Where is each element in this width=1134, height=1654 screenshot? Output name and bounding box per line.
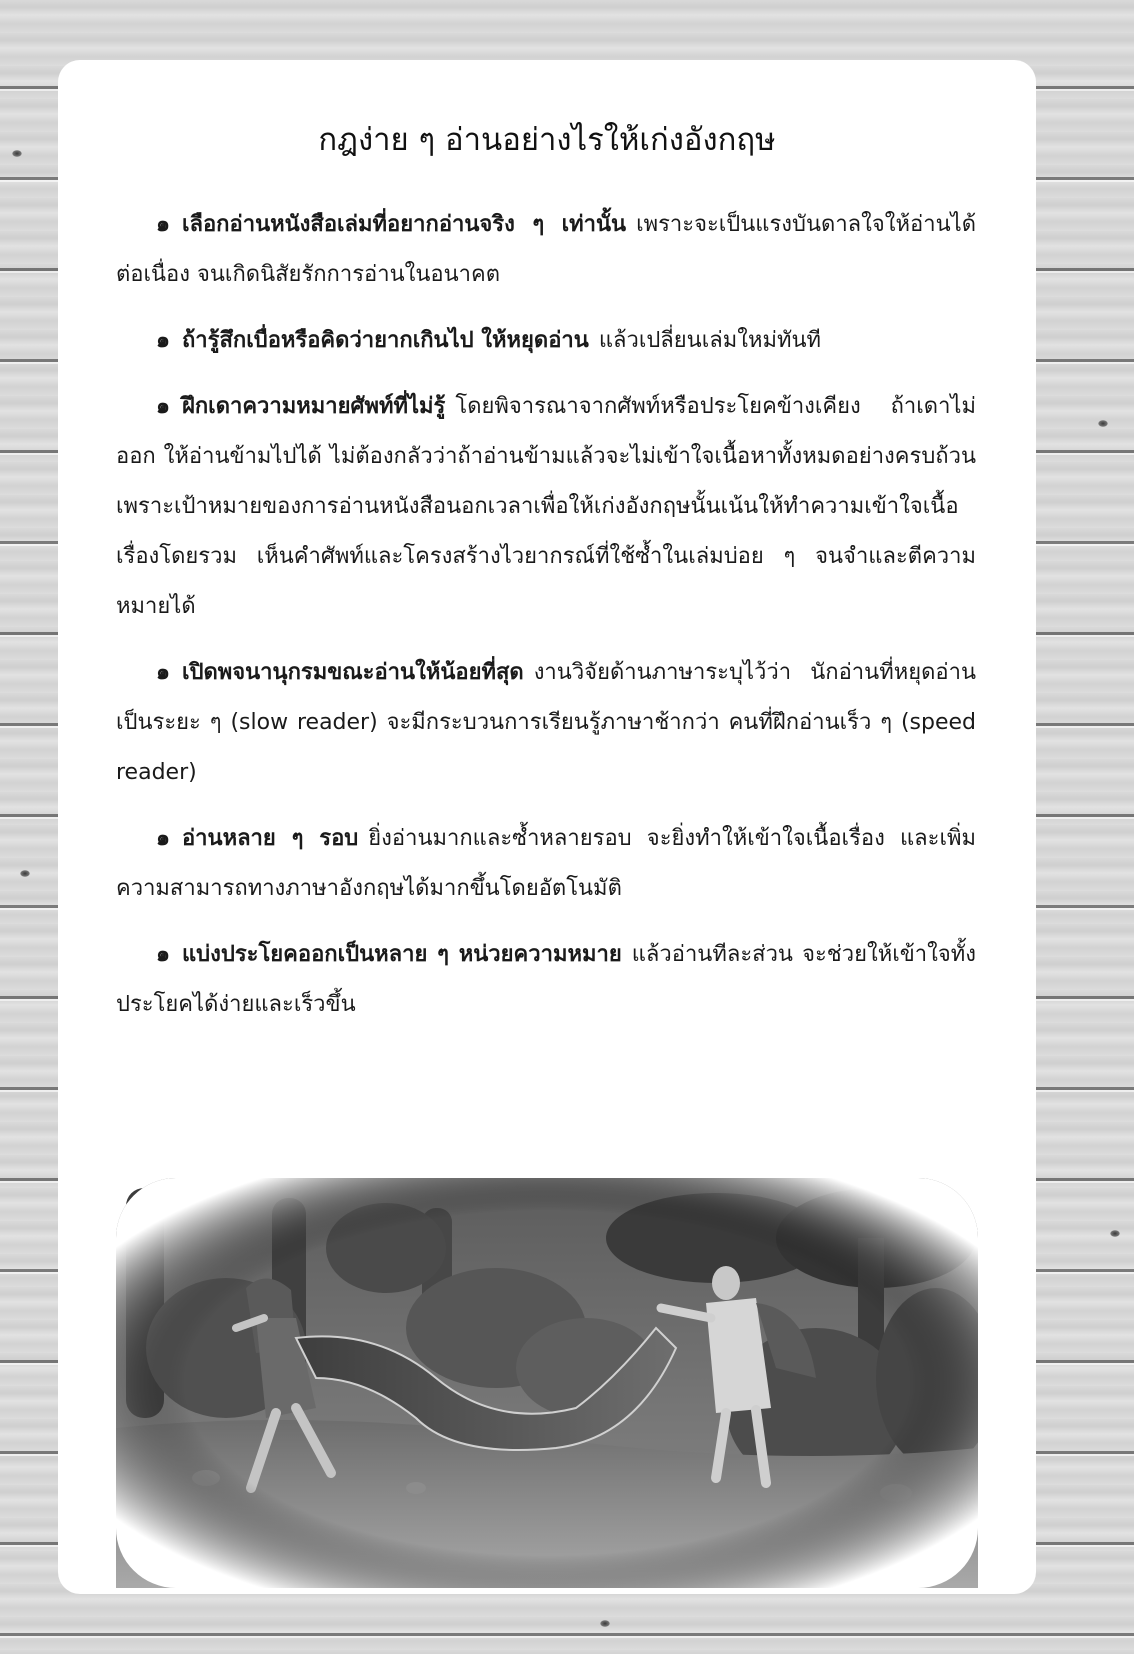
rule-lead: เปิดพจนานุกรมขณะอ่านให้น้อยที่สุด	[181, 660, 524, 685]
wood-knot	[1098, 420, 1108, 427]
rule-item	[116, 382, 976, 632]
wood-knot	[12, 150, 22, 157]
rule-bullet: ๑	[156, 660, 170, 685]
page-title: กฎง่าย ๆ อ่านอย่างไรให้เก่งอังกฤษ	[318, 122, 776, 158]
rule-lead: แบ่งประโยคออกเป็นหลาย ๆ หน่วยความหมาย	[181, 942, 622, 967]
rule-text: แล้วเปลี่ยนเล่มใหม่ทันที	[598, 328, 822, 353]
rule-item	[116, 814, 976, 914]
vignette-overlay	[116, 1178, 978, 1588]
rule-item	[116, 648, 976, 798]
rule-item	[116, 930, 976, 1030]
rule-bullet: ๑	[156, 826, 170, 851]
rule-text: แล้วอ่านทีละส่วน จะช่วยให้เข้าใจทั้งประโยคได้ง่ายและเร็วขึ้น	[116, 942, 976, 1017]
rule-text: โดยพิจารณาจากศัพท์หรือประโยคข้างเคียง ถ้าเดาไม่ออก ให้อ่านข้ามไปได้ ไม่ต้องกลัวว่าถ้าอ่านข้ามแล้วจะไม่เข้าใจเนื้อหาทั้งหมดอย่างครบถ้วน เพราะเป้าหมายของการอ่านหนังสือนอกเวลาเพื่อให้เก่งอังกฤษนั้นเน้นให้ทำความเข้าใจเนื้อเรื่องโดยรวม เห็นคำศัพท์และโครงสร้างไวยากรณ์ที่ใช้ซ้ำในเล่มบ่อย ๆ จนจำและตีความหมายได้	[116, 394, 976, 619]
rule-bullet: ๑	[156, 212, 170, 237]
rule-bullet: ๑	[156, 394, 170, 419]
rule-text: ยิ่งอ่านมากและซ้ำหลายรอบ จะยิ่งทำให้เข้าใจเนื้อเรื่อง และเพิ่มความสามารถทางภาษาอังกฤษได้มากขึ้นโดยอัตโนมัติ	[116, 826, 976, 901]
wood-knot	[1110, 1230, 1120, 1237]
wood-knot	[600, 1620, 610, 1627]
rule-lead: ถ้ารู้สึกเบื่อหรือคิดว่ายากเกินไป ให้หยุดอ่าน	[181, 328, 589, 353]
rule-bullet: ๑	[156, 328, 170, 353]
rule-item	[116, 200, 976, 300]
rule-item	[116, 316, 976, 366]
rule-bullet: ๑	[156, 942, 170, 967]
rule-lead: เลือกอ่านหนังสือเล่มที่อยากอ่านจริง ๆ เท่านั้น	[181, 212, 627, 237]
rule-lead: ฝึกเดาความหมายศัพท์ที่ไม่รู้	[181, 394, 446, 419]
wood-knot	[20, 870, 30, 877]
content-panel	[58, 60, 1036, 1594]
rule-text: เพราะจะเป็นแรงบันดาลใจให้อ่านได้ต่อเนื่อง จนเกิดนิสัยรักการอ่านในอนาคต	[116, 212, 976, 287]
rules-list	[116, 200, 976, 1046]
illustration-svg	[116, 1178, 978, 1588]
story-illustration	[116, 1178, 978, 1588]
rule-lead: อ่านหลาย ๆ รอบ	[181, 826, 359, 851]
rule-text: งานวิจัยด้านภาษาระบุไว้ว่า นักอ่านที่หยุดอ่านเป็นระยะ ๆ (slow reader) จะมีกระบวนการเรียนรู้ภาษาช้ากว่า คนที่ฝึกอ่านเร็ว ๆ (speed reader)	[116, 660, 976, 785]
